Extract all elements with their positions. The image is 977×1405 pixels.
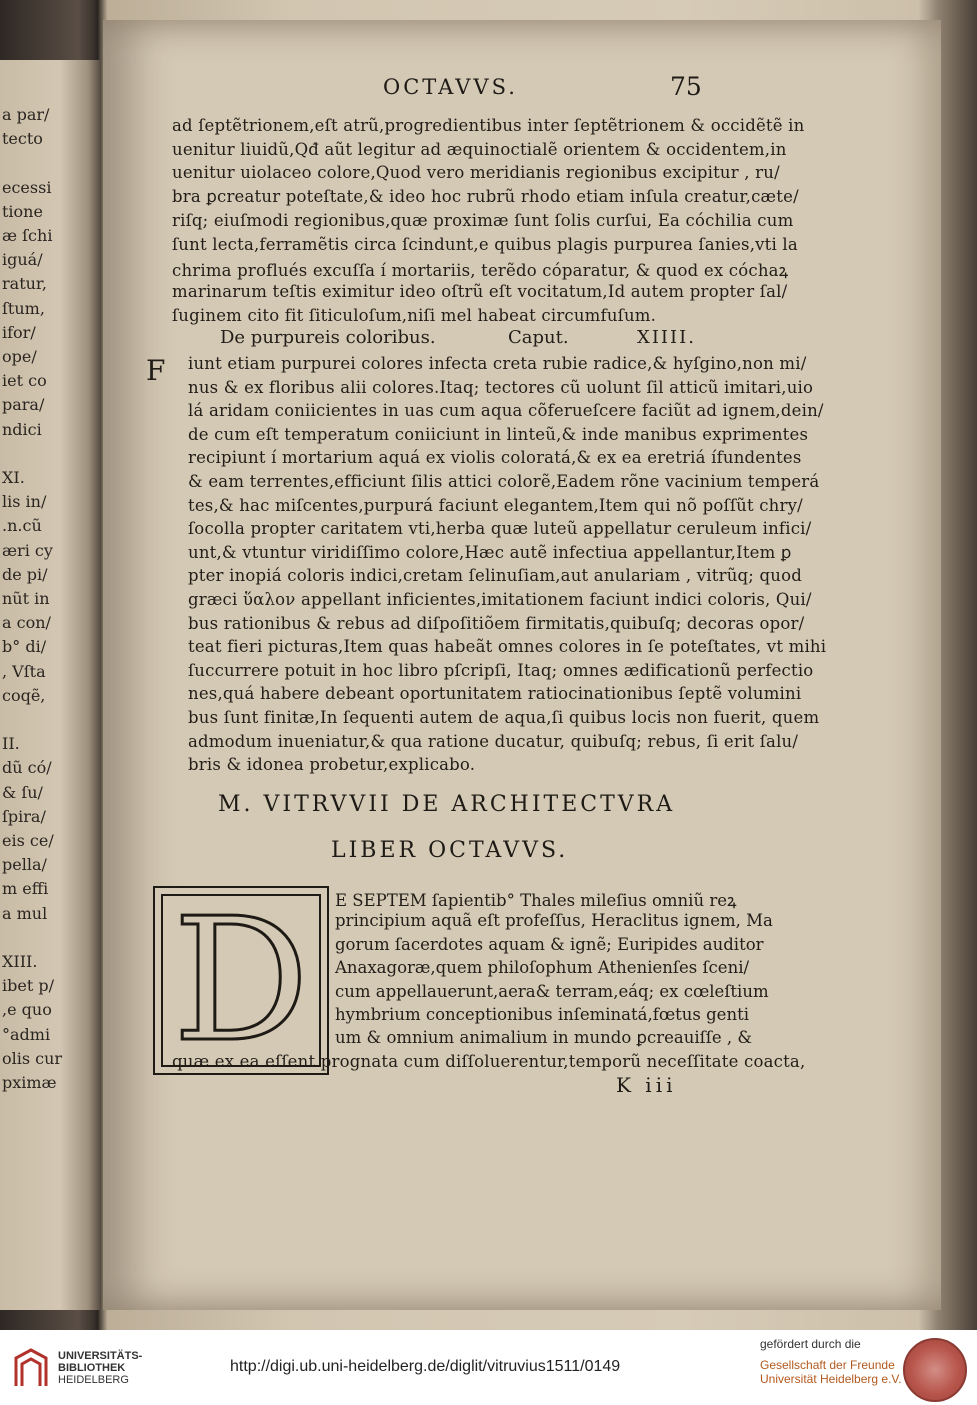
text-line: bus ſunt finitæ,In ſequenti autem de aqua,ſi quibus locis non fuerit, quem: [188, 708, 820, 727]
text-line: ſunt lecta,ferramẽtis circa ſcindunt,e quibus plagis purpurea ſanies,vti la: [172, 234, 798, 254]
text-line: ad ſeptẽtrionem,eſt atrũ,progredientibus inter ſeptẽtrionem & occidẽtẽ in: [172, 116, 805, 135]
left-page-fragment: ſpira/: [2, 806, 46, 826]
left-page-fragment: II.: [2, 734, 20, 754]
footer-bar: [0, 1330, 977, 1405]
text-line: bus rationibus & rebus ad diſpoſitiõem firmitatis,quibuſq; decoras opor/: [188, 613, 805, 633]
funded-by-label: gefördert durch die: [760, 1337, 861, 1351]
left-page-fragment: a par/: [2, 105, 50, 124]
left-page-fragment: m effi: [2, 879, 49, 899]
text-line: marinarum teſtis eximitur ideo oſtrũ eſt vocitatum,Id autem propter ſal/: [172, 281, 788, 301]
book-subtitle: LIBER OCTAVVS.: [331, 838, 569, 863]
text-line: E SEPTEM ſapientib° Thales mileſius omniũ reꝝ: [335, 891, 737, 910]
text-line: nes,quá habere debeant oportunitatem ratiocinationibus ſeptẽ volumini: [188, 684, 802, 704]
left-page-fragment: pella/: [2, 855, 47, 875]
left-page-fragment: & ſu/: [2, 782, 43, 802]
left-page-fragment: iguá/: [2, 250, 43, 270]
library-name: UNIVERSITÄTS- BIBLIOTHEK HEIDELBERG: [58, 1350, 143, 1386]
text-line: bris & idonea probetur,explicabo.: [188, 755, 476, 775]
left-page-fragment: coqẽ,: [2, 685, 46, 705]
text-line: ſuccurrere potuit in hoc libro pſcripſi, Itaq; omnes ædificationũ perfectio: [188, 660, 814, 680]
text-line: um & omnium animalium in mundo ꝑcreauiſſe , &: [335, 1028, 753, 1048]
left-page-fragment: XI.: [2, 468, 25, 487]
book-title: M. VITRVVII DE ARCHITECTVRA: [218, 792, 676, 817]
left-page-fragment: ſtum,: [2, 298, 45, 318]
text-line: hymbrium conceptionibus inſeminatá,fœtus genti: [335, 1005, 749, 1024]
left-page-fragment: b° di/: [2, 637, 47, 657]
left-page-fragment: æ ſchi: [2, 226, 53, 245]
text-line: admodum inueniatur,& qua ratione ducatur, quibuſq; rebus, ſi erit ſalu/: [188, 731, 799, 751]
text-line: gorum ſacerdotes aquam & ignẽ; Euripides auditor: [335, 934, 764, 954]
text-line: & eam terrentes,efficiunt ſilis attici colorẽ,Eadem rõne vacinium temperá: [188, 472, 820, 491]
left-page-fragment: nũt in: [2, 589, 50, 608]
text-line: uenitur liuidũ,Qđ aũt legitur ad æquinoctialẽ orientem & occidentem,in: [172, 139, 787, 159]
society-name: Gesellschaft der Freunde Universität Heidelberg e.V.: [760, 1358, 902, 1386]
text-line: principium aquã eſt profeſſus, Heraclitus ignem, Ma: [335, 911, 773, 931]
left-page-fragment: tione: [2, 201, 43, 221]
text-line: græci ὕαλον appellant inficientes,imitationem faciunt indici coloris, Qui/: [188, 590, 812, 609]
left-page-fragment: para/: [2, 395, 45, 415]
text-line: pter inopiá coloris indici,cretam ſelinuſiam,aut anulariam , vitrũq; quod: [188, 566, 802, 586]
text-line: tes,& hac miſcentes,purpurá faciunt elegantem,Item qui nõ poſſũt chry/: [188, 495, 803, 515]
chapter-number: XIIII.: [637, 327, 696, 348]
signature-mark: K iii: [616, 1073, 677, 1097]
left-page-fragment: ecessi: [2, 177, 52, 197]
left-page-edge: [0, 60, 100, 1310]
left-page-fragment: °admi: [2, 1024, 51, 1044]
text-line: ſuginem cito fit ſiticuloſum,niſi mel habeat circumfuſum.: [172, 305, 657, 325]
left-page-fragment: ifor/: [2, 322, 36, 342]
decorated-initial: D: [153, 886, 329, 1075]
left-page-fragment: lis in/: [2, 492, 47, 512]
initial-letter: F: [146, 354, 166, 387]
left-page-fragment: pximæ: [2, 1073, 57, 1092]
left-page-fragment: ope/: [2, 347, 37, 366]
university-seal-icon: [903, 1338, 967, 1402]
text-line: teat fieri picturas,Item quas habeãt omnes colores in ſe poteſtates, vt mihi: [188, 637, 827, 657]
text-line: chrima proflués excuſſa í mortariis, terẽdo cóparatur, & quod ex cóchaꝝ: [172, 261, 789, 281]
left-page-fragment: ibet p/: [2, 976, 54, 996]
text-line: recipiunt í mortarium aquá ex violis coloratá,& ex ea eretriá ífundentes: [188, 448, 802, 468]
text-line: lá aridam coniicientes in uas cum aqua cõferueſcere faciũt ad ignem,dein/: [188, 401, 824, 421]
left-page-fragment: a con/: [2, 613, 51, 633]
chapter-title: De purpureis coloribus.: [220, 327, 436, 348]
right-page: [103, 20, 941, 1310]
left-page-fragment: ,e quo: [2, 1000, 52, 1020]
left-page-fragment: de pi/: [2, 564, 48, 584]
text-line: unt,& vtuntur viridiſſimo colore,Hæc autẽ infectiua appellantur,Item ꝑ: [188, 542, 792, 562]
text-line: nus & ex floribus alii colores.Itaq; tectores cũ uolunt ſil atticũ imitari,uio: [188, 377, 814, 397]
left-page-fragment: eis ce/: [2, 831, 54, 850]
text-line: cum appellauerunt,aera& terram,eáq; ex cœleſtium: [335, 981, 769, 1001]
text-line: Anaxagoræ,quem philoſophum Athenienſes ſceni/: [335, 958, 750, 978]
left-page-fragment: æri cy: [2, 540, 53, 560]
left-page-fragment: , Vſta: [2, 661, 46, 681]
left-page-fragment: a mul: [2, 903, 48, 923]
left-page-fragment: dũ có/: [2, 758, 52, 778]
library-logo-icon: [12, 1348, 50, 1388]
text-line: bra ꝑcreatur poteſtate,& ideo hoc rubrũ rhodo etiam inſula creatur,cæte/: [172, 187, 799, 207]
left-page-fragment: iet co: [2, 371, 47, 391]
folio-number: 75: [670, 72, 702, 101]
text-line: quæ ex ea eſſent prognata cum diſſoluerentur,temporũ neceſſitate coacta,: [172, 1052, 806, 1071]
text-line: de cum eſt temperatum coniiciunt in linteũ,& inde manibus exprimentes: [188, 424, 809, 444]
text-line: ſocolla propter caritatem vti,herba quæ luteũ appellatur ceruleum infici/: [188, 519, 812, 539]
left-page-fragment: ratur,: [2, 274, 47, 294]
permalink-url[interactable]: http://digi.ub.uni-heidelberg.de/diglit/vitruvius1511/0149: [230, 1358, 621, 1375]
chapter-caput: Caput.: [508, 327, 569, 348]
running-head: OCTAVVS.: [383, 75, 518, 99]
left-page-fragment: .n.cũ: [2, 516, 42, 536]
left-page-fragment: olis cur: [2, 1048, 63, 1068]
text-line: uenitur uiolaceo colore,Quod vero meridianis regionibus excipitur , ru/: [172, 163, 780, 183]
text-line: riſq; eiuſmodi regionibus,quæ proximæ ſunt ſolis curſui, Ea cóchilia cum: [172, 210, 794, 230]
left-page-fragment: ndici: [2, 419, 42, 439]
text-line: iunt etiam purpurei colores infecta creta rubie radice,& hyſgino,non mi/: [188, 354, 807, 373]
left-page-fragment: XIII.: [2, 952, 38, 971]
left-page-fragment: tecto: [2, 129, 43, 149]
